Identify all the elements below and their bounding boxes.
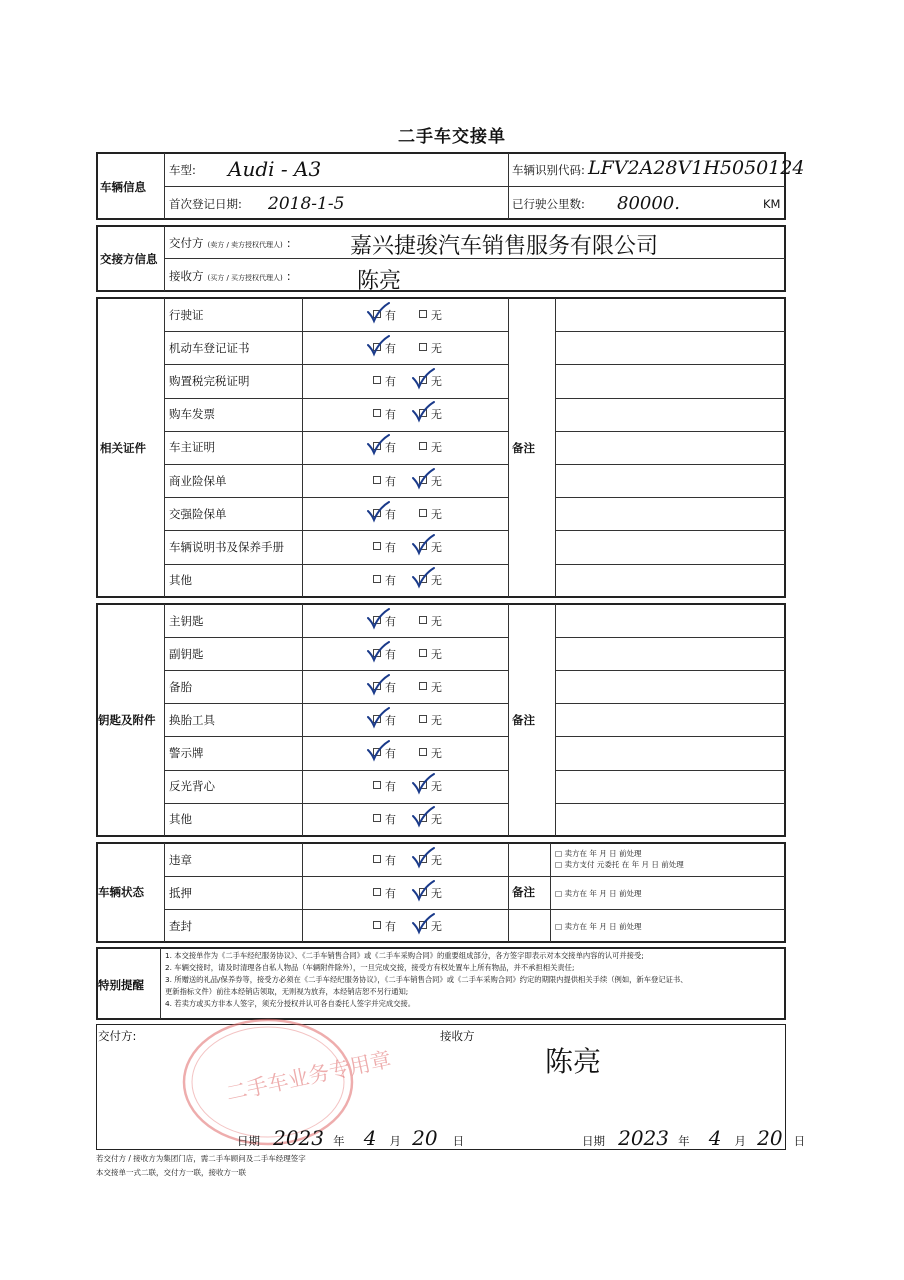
row-label: 抵押 [169, 885, 192, 900]
signature-receiver-label: 接收方 [440, 1029, 475, 1043]
row-label: 警示牌 [169, 745, 204, 760]
receiver-date: 日期 2023 年 4 月 20 日 [582, 1126, 806, 1150]
option-no[interactable]: 无 [419, 572, 442, 588]
check-mark-icon [366, 706, 390, 728]
option-no[interactable]: 无 [419, 439, 442, 455]
check-mark-icon [411, 772, 435, 794]
check-mark-icon [366, 433, 390, 455]
option-no[interactable]: 无 [419, 539, 442, 555]
option-no[interactable]: 无 [419, 307, 442, 323]
option-yes[interactable]: 有 [373, 646, 396, 662]
model-label: 车型: [169, 163, 196, 177]
row-label: 车辆说明书及保养手册 [169, 540, 284, 554]
deliver-date: 日期 2023 年 4 月 20 日 [237, 1126, 465, 1150]
status-remark-line: □ 卖方在 年 月 日 前处理 [555, 849, 642, 858]
mileage-label: 已行驶公里数: [512, 197, 585, 211]
check-mark-icon [366, 334, 390, 356]
note-1: 1. 本交接单作为《二手车经纪服务协议》、《二手车销售合同》或《二手车采购合同》的重要组成部分，各方签字即表示对本交接单内容的认可并接受; [165, 951, 644, 960]
vehicle-info-heading: 车辆信息 [100, 180, 146, 194]
option-yes[interactable]: 有 [373, 340, 396, 356]
row-label: 行驶证 [169, 307, 204, 322]
mileage-value: 80000. [617, 193, 680, 214]
option-yes[interactable]: 有 [373, 613, 396, 629]
check-mark-icon [411, 367, 435, 389]
receiver-value: 陈亮 [357, 269, 402, 294]
option-no[interactable]: 无 [419, 406, 442, 422]
option-no[interactable]: 无 [419, 506, 442, 522]
note-4: 4. 若卖方或买方非本人签字，须充分授权并认可各自委托人签字并完成交接。 [165, 999, 416, 1008]
row-label: 其他 [169, 812, 192, 827]
option-no[interactable]: 无 [419, 885, 442, 901]
company-seal-stamp [180, 1012, 394, 1142]
option-yes[interactable]: 有 [373, 918, 396, 934]
check-mark-icon [366, 301, 390, 323]
documents-remarks-label: 备注 [512, 441, 535, 455]
check-mark-icon [366, 640, 390, 662]
footer-note-1: 若交付方 / 接收方为集团门店，需二手车顾问及二手车经理签字 [96, 1154, 306, 1163]
option-yes[interactable]: 有 [373, 373, 396, 389]
check-mark-icon [411, 846, 435, 868]
status-heading: 车辆状态 [98, 885, 144, 899]
svg-text:二手车业务专用章: 二手车业务专用章 [224, 1047, 394, 1106]
row-label: 机动车登记证书 [169, 340, 250, 355]
page-title: 二手车交接单 [398, 127, 506, 147]
status-remark-line: □ 卖方在 年 月 日 前处理 [555, 889, 642, 898]
option-no[interactable]: 无 [419, 340, 442, 356]
option-yes[interactable]: 有 [373, 572, 396, 588]
option-no[interactable]: 无 [419, 745, 442, 761]
row-label: 换胎工具 [169, 712, 215, 727]
row-label: 车主证明 [169, 440, 215, 455]
option-yes[interactable]: 有 [373, 473, 396, 489]
option-no[interactable]: 无 [419, 918, 442, 934]
option-no[interactable]: 无 [419, 852, 442, 868]
check-mark-icon [411, 912, 435, 934]
row-label: 主钥匙 [169, 613, 204, 628]
option-yes[interactable]: 有 [373, 506, 396, 522]
deliver-value: 嘉兴捷骏汽车销售服务有限公司 [350, 234, 659, 259]
check-mark-icon [411, 400, 435, 422]
parties-heading: 交接方信息 [100, 252, 158, 266]
row-label: 商业险保单 [169, 473, 227, 488]
option-yes[interactable]: 有 [373, 852, 396, 868]
vin-value: LFV2A28V1H5050124 [588, 157, 805, 179]
row-label: 违章 [169, 852, 192, 867]
note-3b: 更新指标文件）前往本经销店领取，无则视为放弃，本经销店恕不另行通知; [165, 987, 409, 996]
special-heading: 特别提醒 [98, 978, 144, 992]
note-2: 2. 车辆交接时，请及时清理各自私人物品（车辆附件除外），一旦完成交接，接受方有权处置车上所有物品，并不承担相关责任; [165, 963, 575, 972]
receiver-signature: 陈亮 [545, 1045, 602, 1078]
option-yes[interactable]: 有 [373, 885, 396, 901]
row-label: 购置税完税证明 [169, 374, 250, 388]
option-no[interactable]: 无 [419, 778, 442, 794]
option-no[interactable]: 无 [419, 473, 442, 489]
option-yes[interactable]: 有 [373, 778, 396, 794]
documents-heading: 相关证件 [100, 441, 146, 455]
model-value: Audi - A3 [228, 157, 322, 181]
mileage-unit: KM [763, 197, 781, 211]
signature-deliver-label: 交付方: [98, 1029, 137, 1043]
option-no[interactable]: 无 [419, 646, 442, 662]
option-no[interactable]: 无 [419, 811, 442, 827]
row-label: 副钥匙 [169, 646, 204, 661]
option-yes[interactable]: 有 [373, 439, 396, 455]
option-yes[interactable]: 有 [373, 679, 396, 695]
status-remark-line: □ 卖方支付 元委托 在 年 月 日 前处理 [555, 860, 684, 869]
vin-label: 车辆识别代码: [512, 163, 585, 177]
check-mark-icon [366, 673, 390, 695]
status-remarks-label: 备注 [512, 885, 535, 899]
footer-note-2: 本交接单一式二联，交付方一联，接收方一联 [96, 1168, 246, 1177]
check-mark-icon [411, 566, 435, 588]
row-label: 反光背心 [169, 779, 215, 794]
row-label: 交强险保单 [169, 506, 227, 521]
check-mark-icon [366, 500, 390, 522]
option-yes[interactable]: 有 [373, 811, 396, 827]
first-registration-label: 首次登记日期: [169, 197, 242, 211]
row-label: 查封 [169, 918, 192, 933]
row-label: 购车发票 [169, 407, 215, 422]
option-no[interactable]: 无 [419, 613, 442, 629]
row-label: 其他 [169, 573, 192, 588]
deliver-label: 交付方 (卖方 / 卖方授权代理人) : [169, 236, 291, 250]
option-yes[interactable]: 有 [373, 745, 396, 761]
check-mark-icon [366, 607, 390, 629]
option-no[interactable]: 无 [419, 373, 442, 389]
note-3: 3. 所赠送的礼品/保养券等，接受方必须在《二手车经纪服务协议》，《二手车销售合同》或《二手车采购合同》约定的期限内提供相关手续（例如，新车登记证书、 [165, 975, 688, 984]
check-mark-icon [411, 805, 435, 827]
check-mark-icon [366, 739, 390, 761]
status-remark-line: □ 卖方在 年 月 日 前处理 [555, 922, 642, 931]
option-yes[interactable]: 有 [373, 539, 396, 555]
keys-heading: 钥匙及附件 [98, 713, 156, 727]
first-registration-value: 2018-1-5 [268, 194, 345, 214]
check-mark-icon [411, 467, 435, 489]
row-label: 备胎 [169, 679, 192, 694]
check-mark-icon [411, 879, 435, 901]
option-yes[interactable]: 有 [373, 307, 396, 323]
option-no[interactable]: 无 [419, 712, 442, 728]
special-notes [165, 950, 688, 1010]
receiver-label: 接收方 (买方 / 买方授权代理人) : [169, 269, 291, 283]
keys-remarks-label: 备注 [512, 713, 535, 727]
option-yes[interactable]: 有 [373, 712, 396, 728]
option-no[interactable]: 无 [419, 679, 442, 695]
option-yes[interactable]: 有 [373, 406, 396, 422]
check-mark-icon [411, 533, 435, 555]
